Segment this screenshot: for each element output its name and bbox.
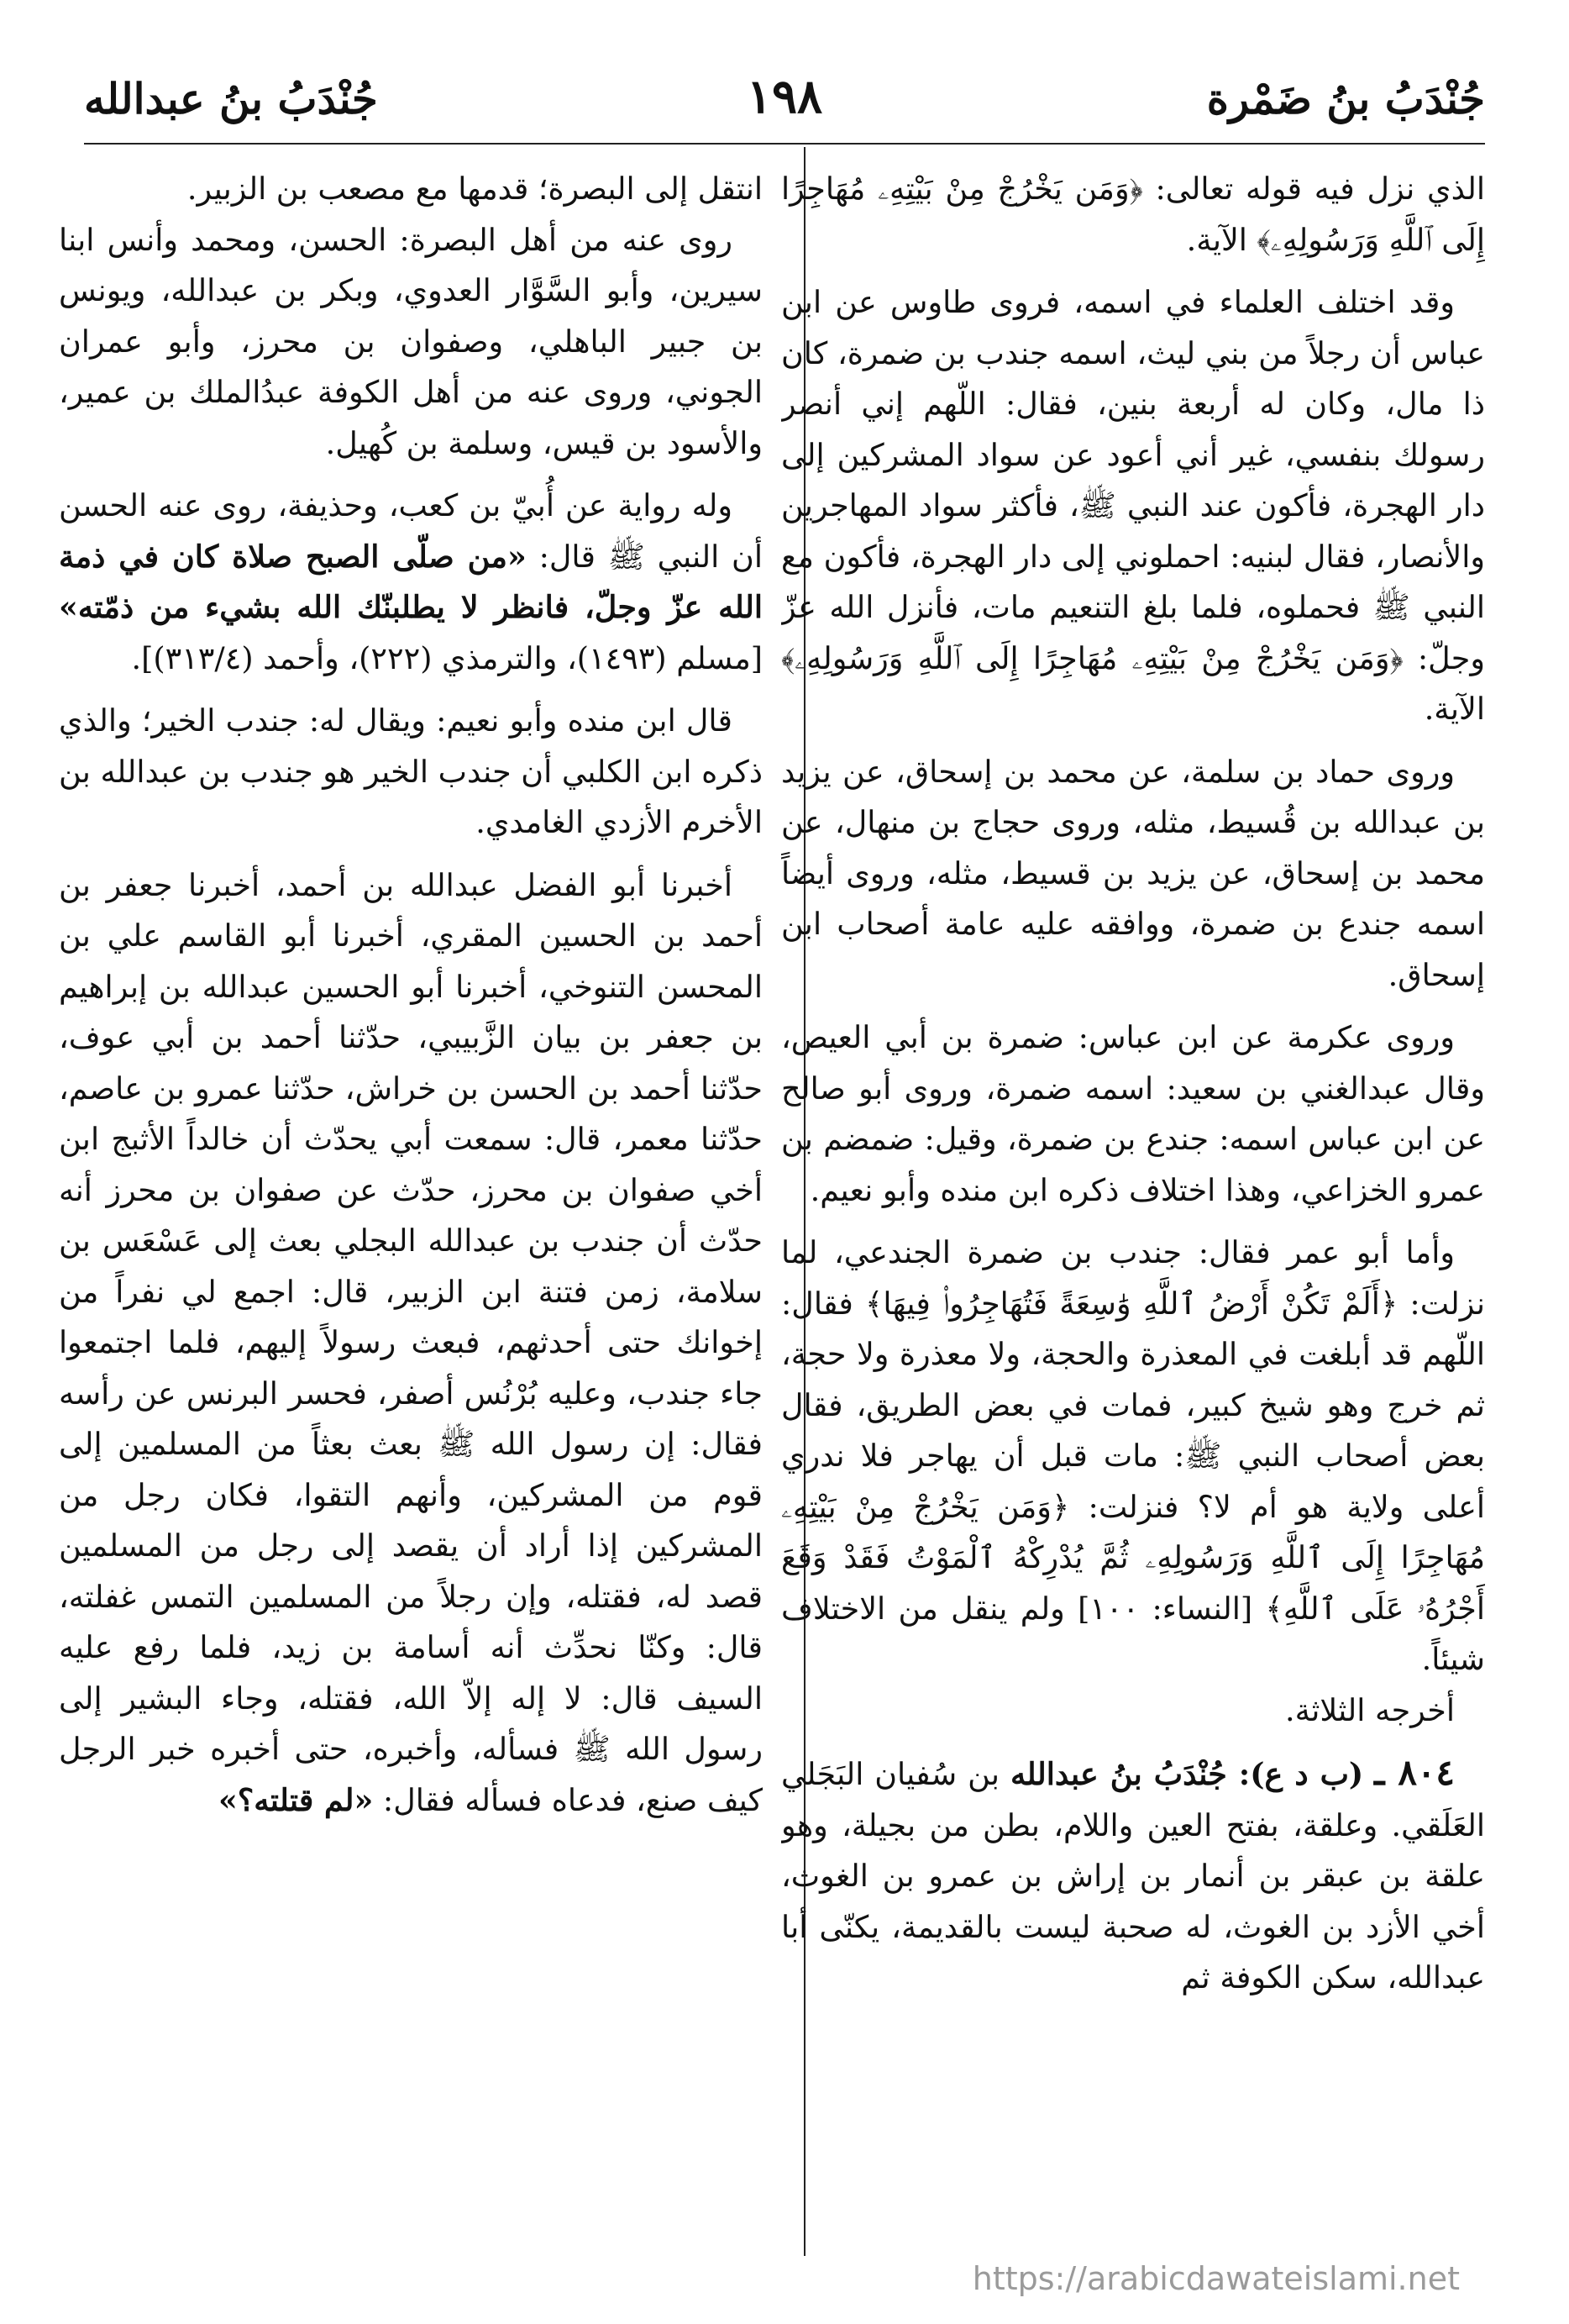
entry-heading: (ب د ع): جُنْدَبُ بنُ عبدالله (1010, 1756, 1364, 1792)
right-paragraph-6: أخرجه الثلاثة. (1285, 1691, 1455, 1728)
hadith-text: «من صلّى الصبح صلاة كان في ذمة الله عزّ وجلّ، فانظر لا يطلبنّك الله بشيء من ذمّته» (59, 538, 763, 625)
isnad-text: أخبرنا أبو الفضل عبدالله بن أحمد، أخبرنا جعفر بن أحمد بن الحسين المقري، أخبرنا أبو القاسم علي بن المحسن التنوخي، أخبرنا أبو الحسين عبدالله بن إبراهيم بن جعفر بن بيان الزَّبيبي، حدّثنا أحمد بن أبي عوف، حدّثنا أحمد بن الحسن بن خراش، حدّثنا عمرو بن عاصم، حدّثنا معمر، قال: سمعت أبي يحدّث أن خالداً الأثبج ابن أخي صفوان بن محرز، حدّث عن صفوان بن محرز أنه حدّث أن جندب بن عبدالله البجلي بعث إلى عَسْعَس بن سلامة، زمن فتنة ابن الزبير، قال: اجمع لي نفراً من إخوانك حتى أحدثهم، فبعث رسولاً إليهم، فلما اجتمعوا جاء جندب، وعليه بُرْنُس أصفر، فحسر البرنس عن رأسه فقال: إن رسول الله ﷺ بعث بعثاً من المسلمين إلى قوم من المشركين، وأنهم التقوا، فكان رجل من المشركين إذا أراد أن يقصد إلى رجل من المسلمين قصد له، فقتله، وإن رجلاً من المسلمين التمس غفلته، قال: وكنّا نحدِّث أنه أسامة بن زيد، فلما رفع عليه السيف قال: لا إله إلاّ الله، فقتله، وجاء البشير إلى رسول الله ﷺ فسأله، وأخبره، حتى أخبره خبر الرجل كيف صنع، فدعاه فسأله فقال: (59, 866, 763, 1818)
left-paragraph-5 (59, 860, 763, 1827)
entry-paragraph (781, 1748, 1485, 2004)
page-number: ١٩٨ (746, 69, 823, 124)
right-paragraph-5: وأما أبو عمر فقال: جندب بن ضمرة الجندعي، لما نزلت: ﴿أَلَمْ تَكُنْ أَرْضُ ٱللَّهِ وَٰسِعَةً فَتُهَاجِرُوا۟ فِيهَا﴾ فقال: اللّهم قد أبلغت في المعذرة والحجة، ولا معذرة ولا حجة، ثم خرج وهو شيخ كبير، فمات في بعض الطريق، فقال بعض أصحاب النبي ﷺ: مات قبل أن يهاجر فلا ندري أعلى ولاية هو أم لا؟ فنزلت: ﴿وَمَن يَخْرُجْ مِنْ بَيْتِهِۦ مُهَاجِرًا إِلَى ٱللَّهِ وَرَسُولِهِۦ ثُمَّ يُدْرِكْهُ ٱلْمَوْتُ فَقَدْ وَقَعَ أَجْرُهُۥ عَلَى ٱللَّهِ﴾ [النساء: ١٠٠] ولم ينقل من الاختلاف شيئاً. (781, 1234, 1485, 1677)
left-paragraph-1: انتقل إلى البصرة؛ قدمها مع مصعب بن الزبير. (186, 171, 763, 207)
watermark-url: https://arabicdawateislami.net (972, 2260, 1460, 2297)
running-header (84, 69, 1485, 133)
hadith-citation: [مسلم (١٤٩٣)، والترمذي (٢٢٢)، وأحمد (٣١٣/٤)]. (131, 639, 763, 676)
hadith-intro: وله رواية عن أُبيّ بن كعب، وحذيفة، روى عنه الحسن أن النبي ﷺ قال: (59, 487, 763, 575)
entry-number: ٨٠٤ ـ (1374, 1752, 1455, 1793)
left-paragraph-2: روى عنه من أهل البصرة: الحسن، ومحمد وأنس ابنا سيرين، وأبو السَّوَّار العدوي، وبكر بن عبدالله، ويونس بن جبير الباهلي، وصفوان بن محرز، وأبو عمران الجوني، وروى عنه من أهل الكوفة عبدُالملك بن عمير، والأسود بن قيس، وسلمة بن كُهيل. (59, 221, 763, 461)
right-paragraph-2: وقد اختلف العلماء في اسمه، فروى طاوس عن ابن عباس أن رجلاً من بني ليث، اسمه جندب بن ضمرة، كان ذا مال، وكان له أربعة بنين، فقال: اللّهم إني أنصر رسولك بنفسي، غير أني أعود عن سواد المشركين إلى دار الهجرة، فأكون عند النبي ﷺ، فأكثر سواد المهاجرين والأنصار، فقال لبنيه: احملوني إلى دار الهجرة، فأكون مع النبي ﷺ فحملوه، فلما بلغ التنعيم مات، فأنزل الله عزّ وجلّ: ﴿وَمَن يَخْرُجْ مِنْ بَيْتِهِۦ مُهَاجِرًا إِلَى ٱللَّهِ وَرَسُولِهِۦ﴾ الآية. (781, 284, 1485, 727)
right-paragraph-4: وروى عكرمة عن ابن عباس: ضمرة بن أبي العيص، وقال عبدالغني بن سعيد: اسمه ضمرة، وروى أبو صالح عن ابن عباس اسمه: جندع بن ضمرة، وقيل: ضمضم بن عمرو الخزاعي، وهذا اختلاف ذكره ابن منده وأبو نعيم. (781, 1019, 1485, 1208)
left-paragraph-3 (59, 481, 763, 684)
left-column (59, 164, 763, 2248)
entry-text: بن سُفيان البَجَلي العَلَقي. وعلقة، بفتح العين واللام، بطن من بجيلة، وهو علقة بن عبقر بن أنمار بن إراش بن عمرو بن الغوث، أخي الأزد بن الغوث، له صحبة ليست بالقديمة، يكنّى أبا عبدالله، سكن الكوفة ثم (781, 1756, 1485, 1995)
header-right-title: جُنْدَبُ بنُ ضَمْرة (1206, 74, 1485, 124)
left-paragraph-4: قال ابن منده وأبو نعيم: ويقال له: جندب الخير؛ والذي ذكره ابن الكلبي أن جندب الخير هو جندب بن عبدالله بن الأخرم الأزدي الغامدي. (59, 702, 763, 840)
right-column (781, 164, 1485, 2248)
right-paragraph-1: الذي نزل فيه قوله تعالى: ﴿وَمَن يَخْرُجْ مِنْ بَيْتِهِۦ مُهَاجِرًا إِلَى ٱللَّهِ وَرَسُولِهِۦ﴾ الآية. (781, 171, 1485, 258)
right-paragraph-3: وروى حماد بن سلمة، عن محمد بن إسحاق، عن يزيد بن عبدالله بن قُسيط، مثله، وروى حجاج بن منهال، عن محمد بن إسحاق، عن يزيد بن قسيط، مثله، وروى أيضاً اسمه جندع بن ضمرة، ووافقه عليه عامة أصحاب ابن إسحاق. (781, 753, 1485, 993)
header-left-title: جُنْدَبُ بنُ عبدالله (84, 74, 378, 124)
header-rule (84, 143, 1485, 145)
final-quote: «لم قتلته؟» (218, 1781, 374, 1818)
